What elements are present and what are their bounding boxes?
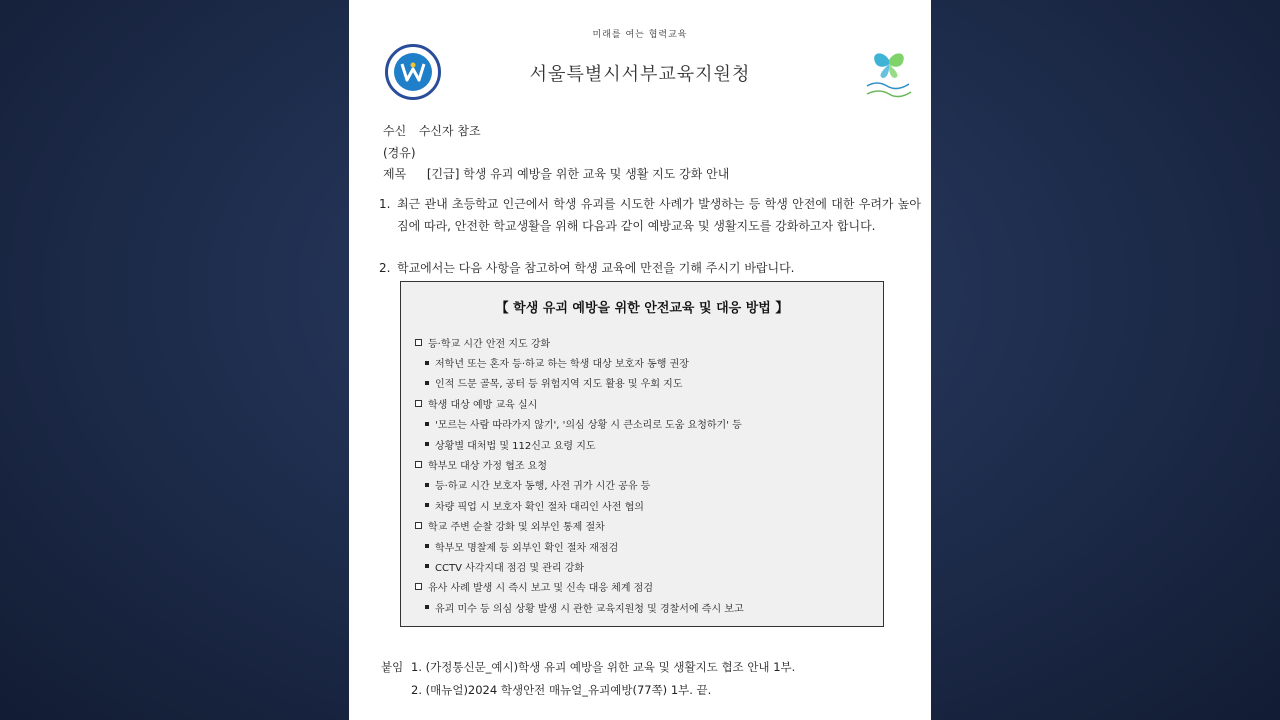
- subject-value: [긴급] 학생 유괴 예방을 위한 교육 및 생활 지도 강화 안내: [426, 167, 730, 181]
- item-text: 유괴 미수 등 의심 상황 발생 시 관한 교육지원청 및 경찰서에 즉시 보고: [435, 603, 744, 615]
- safety-guide-box: [400, 281, 884, 627]
- guide-item: [415, 352, 875, 372]
- bullet-square-icon: [425, 544, 429, 548]
- item-text: 인적 드문 골목, 공터 등 위험지역 지도 활용 및 우회 지도: [435, 379, 683, 391]
- bullet-square-icon: [425, 483, 429, 487]
- guide-item: [415, 597, 875, 617]
- section-label: 등·학교 시간 안전 지도 강화: [428, 338, 551, 350]
- paragraph-text: 최근 관내 초등학교 인근에서 학생 유괴를 시도한 사례가 발생하는 등 학생 안전에 대한 우려가 높아짐에 따라, 안전한 학교생활을 위해 다음과 같이 예방교육 및 생활지도를 강화하고자 합니다.: [397, 197, 921, 233]
- bullet-square-icon: [425, 605, 429, 609]
- item-text: 등·하교 시간 보호자 동행, 사전 귀가 시간 공유 등: [435, 481, 651, 493]
- paragraph-2: [379, 257, 921, 279]
- item-text: 차량 픽업 시 보호자 확인 절차 대리인 사전 협의: [435, 501, 644, 513]
- bullet-square-icon: [425, 503, 429, 507]
- bullet-square-icon: [425, 422, 429, 426]
- paragraph-text: 학교에서는 다음 사항을 참고하여 학생 교육에 만전을 기해 주시기 바랍니다.: [397, 261, 795, 275]
- checkbox-icon: [415, 522, 422, 529]
- butterfly-mascot-icon: [861, 46, 917, 102]
- section-label: 학교 주변 순찰 강화 및 외부인 통제 절차: [428, 522, 605, 534]
- subject-label: 제목: [383, 167, 407, 181]
- guide-item: [415, 475, 875, 495]
- guide-item: [415, 373, 875, 393]
- subject-line: [383, 165, 729, 182]
- bullet-square-icon: [425, 564, 429, 568]
- document-page: [349, 0, 931, 720]
- paragraph-number: 2.: [379, 261, 391, 275]
- guide-section: [415, 454, 875, 474]
- item-text: 저학년 또는 혼자 등·하교 하는 학생 대상 보호자 동행 권장: [435, 359, 689, 371]
- paragraph-1: [379, 193, 921, 237]
- guide-item: [415, 414, 875, 434]
- guide-item: [415, 556, 875, 576]
- item-text: 학부모 명찰제 등 외부인 확인 절차 재점검: [435, 542, 619, 554]
- bullet-square-icon: [425, 442, 429, 446]
- bullet-square-icon: [425, 381, 429, 385]
- guide-section: [415, 516, 875, 536]
- guide-list: [415, 332, 875, 617]
- guide-section: [415, 332, 875, 352]
- attachment-item: 1. (가정통신문_예시)학생 유괴 예방을 위한 교육 및 생활지도 협조 안내 1부.: [411, 660, 796, 674]
- checkbox-icon: [415, 583, 422, 590]
- checkbox-icon: [415, 400, 422, 407]
- via-line: [383, 144, 416, 161]
- guide-item: [415, 434, 875, 454]
- recipient-line: [383, 122, 481, 139]
- guide-section: [415, 393, 875, 413]
- guide-item: [415, 536, 875, 556]
- attachment-item: 2. (매뉴얼)2024 학생안전 매뉴얼_유괴예방(77쪽) 1부. 끝.: [411, 683, 712, 697]
- slogan: 미래를 여는 협력교육: [592, 30, 688, 40]
- section-label: 유사 사례 발생 시 즉시 보고 및 신속 대응 체계 점검: [428, 583, 653, 595]
- checkbox-icon: [415, 339, 422, 346]
- item-text: 상황별 대처법 및 112신고 요령 지도: [435, 440, 596, 452]
- checkbox-icon: [415, 461, 422, 468]
- paragraph-number: 1.: [379, 197, 391, 211]
- section-label: 학생 대상 예방 교육 실시: [428, 399, 538, 411]
- item-text: CCTV 사각지대 점검 및 관리 강화: [435, 562, 585, 574]
- guide-section: [415, 577, 875, 597]
- bullet-square-icon: [425, 361, 429, 365]
- attachments-label: 붙임: [381, 660, 404, 674]
- recipient-value: 수신자 참조: [418, 124, 481, 138]
- section-label: 학부모 대상 가정 협조 요청: [428, 461, 547, 473]
- via-label: (경유): [383, 146, 416, 160]
- organization-name: 서울특별시서부교육지원청: [529, 64, 751, 85]
- guide-item: [415, 495, 875, 515]
- recipient-label: 수신: [383, 124, 407, 138]
- box-title: 【 학생 유괴 예방을 위한 안전교육 및 대응 방법 】: [495, 301, 789, 316]
- item-text: '모르는 사람 따라가지 않기', '의심 상황 시 큰소리로 도움 요청하기' 등: [435, 420, 742, 432]
